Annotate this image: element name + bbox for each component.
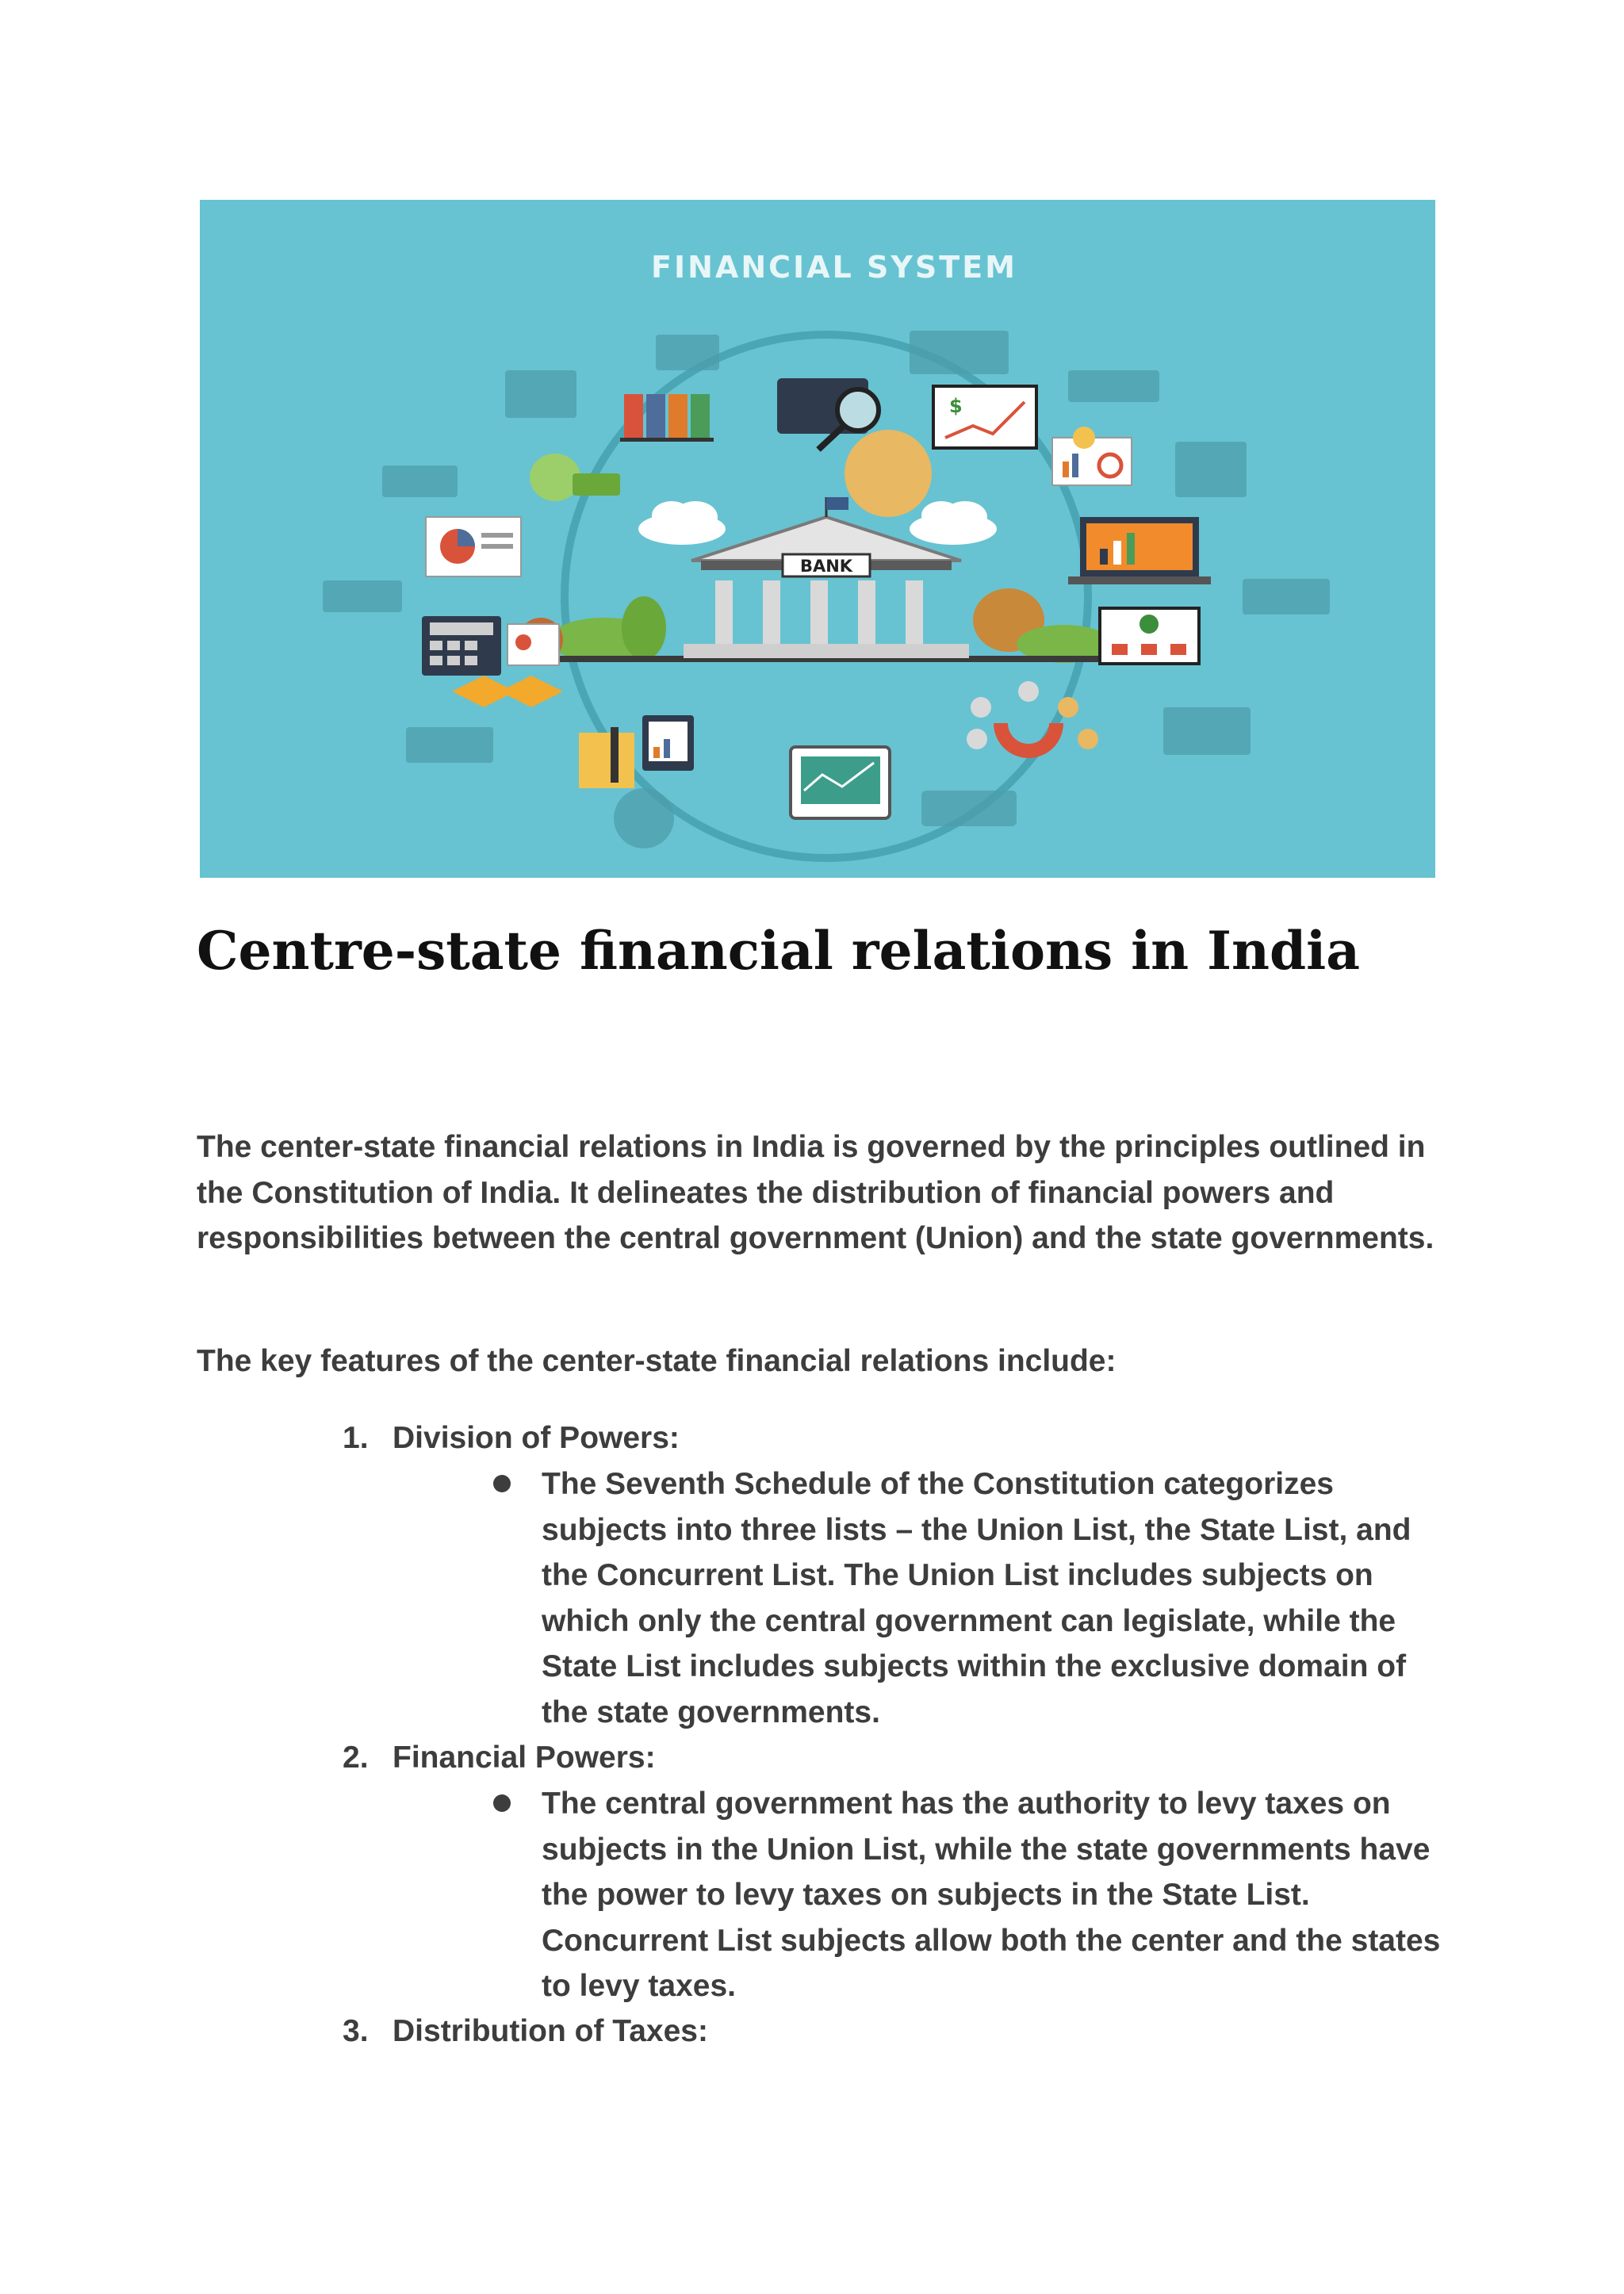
- fax-icon: [1163, 707, 1251, 755]
- laptop-chart-icon: [1068, 517, 1211, 584]
- intro-paragraph: The center-state financial relations in India is governed by the principles outlined in the Constitution of India. It delineates the distribution of financial powers and responsibilities between the central government (Union) and the state governments.: [197, 1130, 1434, 1255]
- bullet-text: The central government has the authority to levy taxes on subjects in the Union List, while the state governments have the power to levy taxes on subjects in the State List. Concurrent List subjects allow both the center and the states to levy taxes.: [542, 1787, 1441, 2003]
- list-item-number: 1.: [343, 1421, 369, 1455]
- printer-icon: [656, 335, 719, 370]
- bank-sign: BANK: [799, 557, 853, 576]
- tablet-stock-chart-icon: [791, 747, 890, 818]
- pie-chart-report-icon: [426, 517, 521, 576]
- safe-icon: [1243, 579, 1330, 615]
- calendar-icon: [505, 370, 576, 418]
- bullet-text: The Seventh Schedule of the Constitution categorizes subjects into three lists – the Union List, the State List, and the Concurrent List. The Union List includes subjects on which only the central government can legislate, while the State List includes subjects within the exclusive domain of the state governments.: [542, 1467, 1411, 1729]
- money-transfer-icon: [382, 465, 458, 497]
- cash-register-icon: [406, 727, 493, 763]
- wallet-icon: [323, 580, 402, 612]
- org-chart-icon: [1100, 608, 1199, 664]
- handshake-icon: [921, 791, 1017, 826]
- calculator-icon: [422, 616, 501, 676]
- list-item-number: 3.: [343, 2014, 369, 2048]
- sun-icon: [845, 430, 932, 517]
- list-item-label: Division of Powers:: [393, 1421, 680, 1455]
- dollar-sign: $: [949, 395, 963, 417]
- financial-system-illustration: [200, 200, 1435, 878]
- banner-title: FINANCIAL SYSTEM: [651, 250, 1017, 285]
- list-item-number: 2.: [343, 1741, 369, 1775]
- features-lead-paragraph: The key features of the center-state financial relations include:: [197, 1344, 1116, 1378]
- gear-icon: [614, 788, 674, 848]
- hero-image: [200, 200, 1435, 878]
- presentation-chart-icon: [933, 386, 1036, 448]
- clipboard-icon: [1175, 442, 1247, 497]
- bullet-icon: [493, 1475, 511, 1492]
- credit-card-icon: [1068, 370, 1159, 402]
- list-item-label: Financial Powers:: [393, 1741, 656, 1775]
- page-title: Centre-state financial relations in India: [197, 920, 1360, 982]
- list-item-label: Distribution of Taxes:: [393, 2014, 708, 2048]
- monitor-icon: [910, 331, 1009, 374]
- document-chart-icon: [508, 624, 559, 665]
- bullet-icon: [493, 1794, 511, 1812]
